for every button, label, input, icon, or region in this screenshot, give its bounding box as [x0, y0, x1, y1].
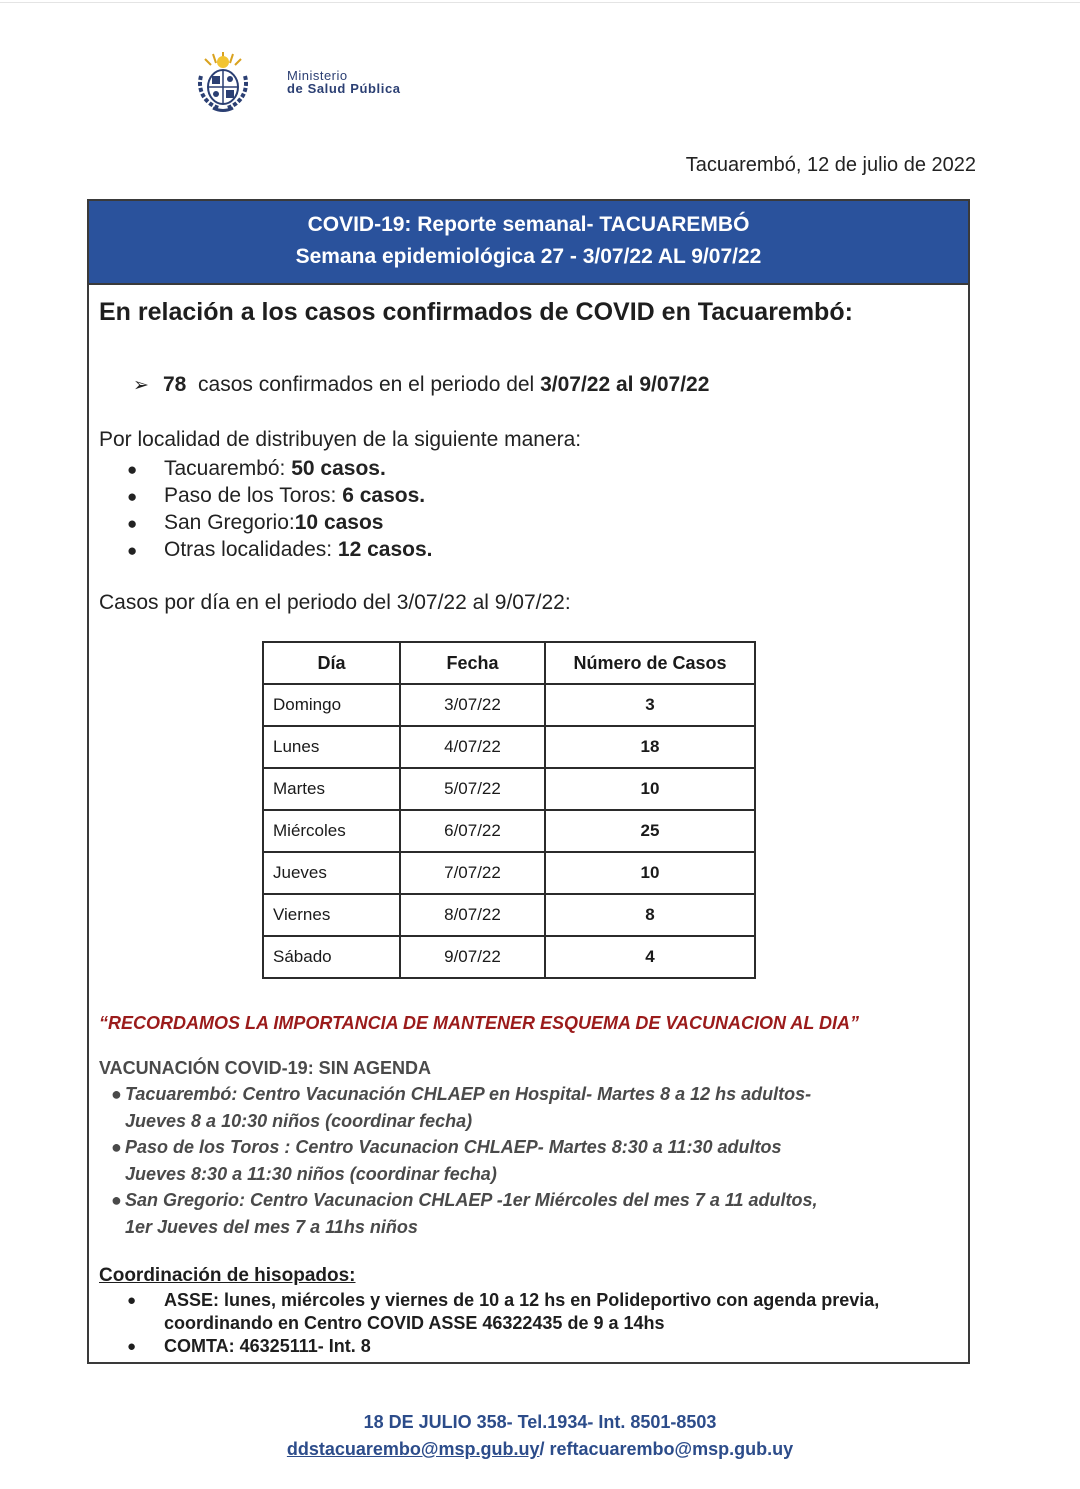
bullet-icon: ● — [127, 487, 138, 506]
report-frame — [87, 199, 970, 1364]
bullet-icon: ● — [127, 514, 138, 533]
summary-heading: En relación a los casos confirmados de COVID en Tacuarembó: — [99, 298, 853, 326]
document-date: Tacuarembó, 12 de julio de 2022 — [685, 154, 976, 176]
cell-fecha: 3/07/22 — [400, 684, 545, 726]
vaccination-line1: Tacuarembó: Centro Vacunación CHLAEP en Hospital- Martes 8 a 12 hs adultos- — [125, 1084, 812, 1104]
bullet-icon: ● — [127, 541, 138, 560]
locality-name: San Gregorio: — [164, 511, 295, 534]
localities-list — [127, 455, 433, 563]
locality-value: 10 casos — [294, 511, 384, 534]
daily-intro: Casos por día en el periodo del 3/07/22 al 9/07/22: — [99, 591, 571, 614]
email-link-dds[interactable]: ddstacuarembo@msp.gub.uy — [286, 1439, 540, 1459]
locality-value: 6 casos. — [342, 484, 426, 507]
table-row — [263, 768, 755, 810]
list-item — [111, 1134, 818, 1187]
cell-casos: 4 — [545, 936, 755, 978]
swabs-list — [127, 1289, 879, 1358]
cell-casos: 10 — [545, 768, 755, 810]
list-item — [127, 536, 433, 563]
locality-value: 12 casos. — [337, 538, 433, 561]
bullet-icon: ● — [111, 1190, 122, 1210]
banner-subtitle: Semana epidemiológica 27 - 3/07/22 AL 9/07/22 — [295, 245, 762, 268]
cell-fecha: 9/07/22 — [400, 936, 545, 978]
total-period: 3/07/22 al 9/07/22 — [540, 373, 710, 396]
cell-dia: Sábado — [263, 936, 400, 978]
cell-fecha: 7/07/22 — [400, 852, 545, 894]
cell-fecha: 5/07/22 — [400, 768, 545, 810]
footer-address: 18 DE JULIO 358- Tel.1934- Int. 8501-8503 — [363, 1412, 717, 1432]
arrow-right-icon: ➢ — [133, 375, 149, 396]
list-item — [127, 1289, 879, 1335]
ministry-name — [287, 69, 401, 95]
report-banner — [89, 201, 968, 285]
cell-casos: 18 — [545, 726, 755, 768]
cell-dia: Lunes — [263, 726, 400, 768]
vaccination-line2: Jueves 8 a 10:30 niños (coordinar fecha) — [125, 1110, 473, 1131]
locality-name: Tacuarembó: — [164, 457, 292, 480]
table-header-row — [263, 642, 755, 684]
cell-dia: Domingo — [263, 684, 400, 726]
cell-dia: Viernes — [263, 894, 400, 936]
coat-of-arms-icon — [191, 50, 255, 114]
swabs-line1: COMTA: 46325111- Int. 8 — [164, 1336, 371, 1356]
column-header-casos: Número de Casos — [545, 642, 755, 684]
list-item — [111, 1187, 818, 1240]
locality-value: 50 casos. — [291, 457, 386, 480]
vaccination-list — [111, 1081, 818, 1240]
table-row — [263, 810, 755, 852]
cell-casos: 8 — [545, 894, 755, 936]
column-header-dia: Día — [263, 642, 400, 684]
page-top-border — [0, 2, 1080, 3]
table-row — [263, 852, 755, 894]
cell-casos: 25 — [545, 810, 755, 852]
list-item — [127, 482, 433, 509]
cell-fecha: 4/07/22 — [400, 726, 545, 768]
ministry-line2: de Salud Pública — [287, 81, 401, 96]
bullet-icon: ● — [111, 1084, 122, 1104]
vaccination-line2: 1er Jueves del mes 7 a 11hs niños — [125, 1216, 418, 1237]
swabs-line1: ASSE: lunes, miércoles y viernes de 10 a 12 hs en Polideportivo con agenda previa, — [164, 1290, 880, 1310]
vaccination-reminder: “RECORDAMOS LA IMPORTANCIA DE MANTENER ESQUEMA DE VACUNACION AL DIA” — [99, 1013, 860, 1033]
total-cases-text: casos confirmados en el periodo del — [198, 373, 535, 396]
table-row — [263, 684, 755, 726]
bullet-icon: ● — [127, 1292, 137, 1309]
vaccination-line1: Paso de los Toros : Centro Vacunacion CHLAEP- Martes 8:30 a 11:30 adultos — [125, 1137, 782, 1157]
table-row — [263, 894, 755, 936]
bullet-icon: ● — [127, 1338, 137, 1355]
list-item — [127, 1335, 879, 1358]
list-item — [127, 455, 433, 482]
footer-emails — [0, 1439, 1080, 1460]
table-row — [263, 936, 755, 978]
cell-dia: Martes — [263, 768, 400, 810]
bullet-icon: ● — [127, 460, 138, 479]
list-item — [111, 1081, 818, 1134]
table-row — [263, 726, 755, 768]
cell-fecha: 6/07/22 — [400, 810, 545, 852]
email-separator: / — [539, 1439, 550, 1459]
locality-name: Otras localidades: — [164, 538, 338, 561]
vaccination-title: VACUNACIÓN COVID-19: SIN AGENDA — [99, 1058, 432, 1078]
localities-intro: Por localidad de distribuyen de la siguiente manera: — [99, 428, 582, 451]
cell-dia: Jueves — [263, 852, 400, 894]
ministry-line1: Ministerio — [287, 68, 348, 83]
column-header-fecha: Fecha — [400, 642, 545, 684]
total-cases-line — [133, 373, 709, 397]
vaccination-line1: San Gregorio: Centro Vacunacion CHLAEP -1er Miércoles del mes 7 a 11 adultos, — [125, 1190, 818, 1210]
cell-dia: Miércoles — [263, 810, 400, 852]
cell-casos: 3 — [545, 684, 755, 726]
email-link-ref[interactable]: reftacuarembo@msp.gub.uy — [549, 1439, 794, 1459]
bullet-icon: ● — [111, 1137, 122, 1157]
swabs-title: Coordinación de hisopados: — [99, 1265, 356, 1286]
cell-fecha: 8/07/22 — [400, 894, 545, 936]
cell-casos: 10 — [545, 852, 755, 894]
swabs-line2: coordinando en Centro COVID ASSE 46322435 de 9 a 14hs — [164, 1313, 665, 1333]
list-item — [127, 509, 433, 536]
locality-name: Paso de los Toros: — [164, 484, 343, 507]
daily-cases-table — [262, 641, 756, 979]
total-cases: 78 — [163, 373, 187, 396]
vaccination-line2: Jueves 8:30 a 11:30 niños (coordinar fecha) — [125, 1163, 497, 1184]
banner-title: COVID-19: Reporte semanal- TACUAREMBÓ — [307, 213, 750, 236]
